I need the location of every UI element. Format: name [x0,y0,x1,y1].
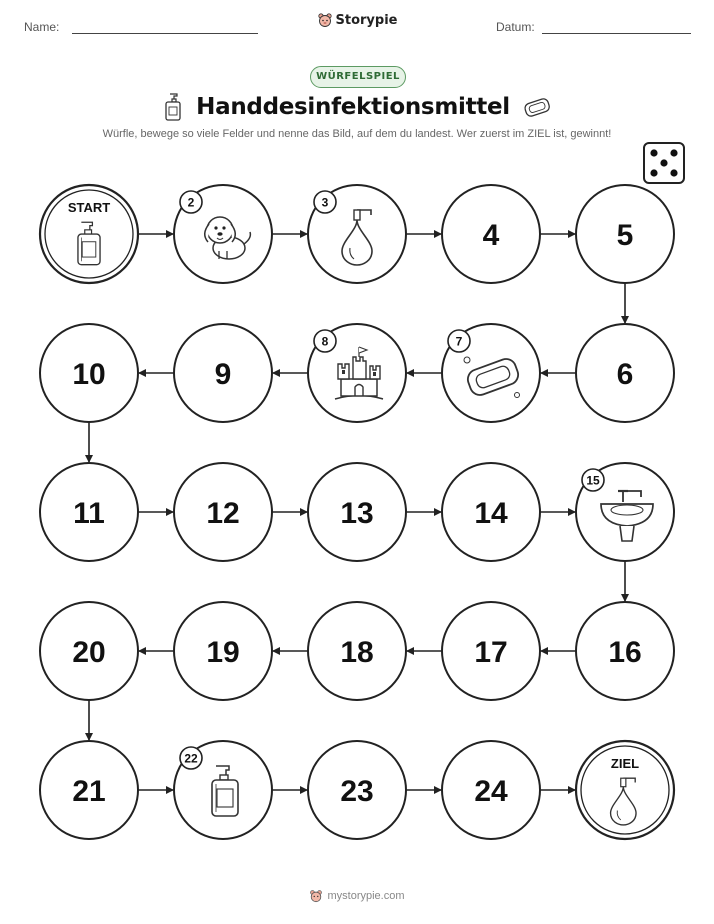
storypie-mascot-icon [309,889,323,903]
board-space-11 [40,463,138,561]
board-space-24 [442,741,540,839]
board-space-label: START [67,200,111,215]
board-space-6 [576,324,674,422]
board-space-finish [576,741,674,839]
footer [0,888,714,907]
space-number: 7 [455,334,463,349]
space-number: 20 [72,636,106,669]
board-space-14 [442,463,540,561]
space-number: 10 [72,358,106,391]
space-number: 17 [474,636,508,669]
board-space-15 [576,463,674,561]
space-number: 23 [340,775,374,808]
space-number: 13 [340,497,374,530]
space-number-bubble [582,469,604,491]
space-number: 16 [608,636,642,669]
board-space-18 [308,602,406,700]
space-number: 6 [616,358,634,391]
space-number-bubble [314,191,336,213]
board-space-10 [40,324,138,422]
space-number: 24 [474,775,508,808]
space-number: 22 [184,751,198,766]
instructions: Würfle, bewege so viele Felder und nenne das Bild, auf dem du landest. Wer zuerst im ZIEL ist, gewinnt! [102,128,612,140]
space-number: 8 [321,334,329,349]
board-space-13 [308,463,406,561]
space-number-bubble [180,747,202,769]
board-space-17 [442,602,540,700]
space-number: 2 [187,195,195,210]
space-number: 21 [72,775,106,808]
space-number: 12 [206,497,240,530]
board-space-9 [174,324,272,422]
space-number: 5 [616,219,634,252]
board-space-23 [308,741,406,839]
brand-name: Storypie [335,12,398,28]
space-number: 14 [474,497,508,530]
space-number: 19 [206,636,240,669]
board-space-21 [40,741,138,839]
date-label: Datum: [496,20,535,34]
board-space-16 [576,602,674,700]
board-space-start [40,185,138,283]
board-space-4 [442,185,540,283]
space-number-bubble [180,191,202,213]
board-space-12 [174,463,272,561]
board-space-22 [174,741,272,839]
space-number: 15 [586,473,600,488]
footer-url: mystorypie.com [327,890,405,902]
board-space-5 [576,185,674,283]
space-number-bubble [314,330,336,352]
board-space-3 [308,185,406,283]
board-space-2 [174,185,272,283]
space-number-bubble [448,330,470,352]
page-title: Handdesinfektionsmittel [196,94,510,120]
board-space-8 [308,324,406,422]
game-type-badge: WÜRFELSPIEL [310,66,406,88]
board-space-20 [40,602,138,700]
space-number: 11 [73,497,105,530]
space-number: 4 [482,219,500,252]
board-space-7 [442,324,540,422]
space-number: 3 [321,195,329,210]
board-space-label: ZIEL [610,756,640,771]
board-space-19 [174,602,272,700]
name-label: Name: [24,20,60,34]
space-number: 18 [340,636,374,669]
space-number: 9 [214,358,232,391]
